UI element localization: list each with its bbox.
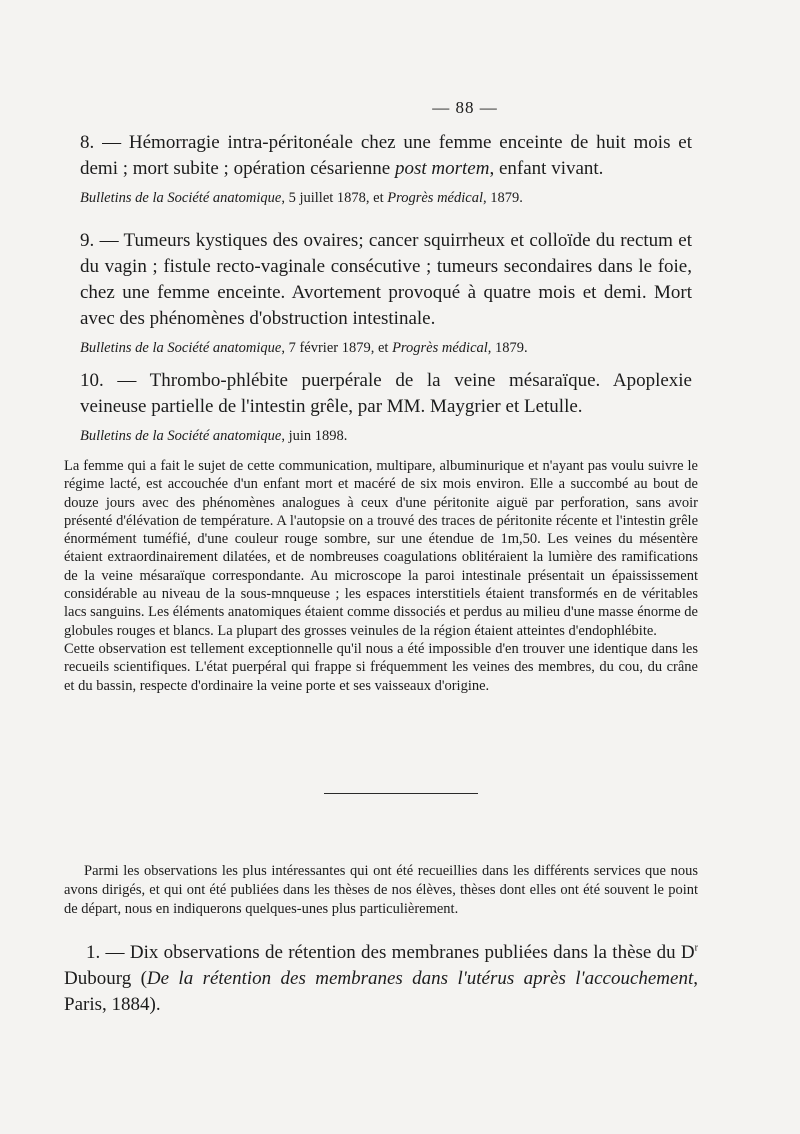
entry-title (64, 940, 698, 1018)
entry-1 (64, 940, 698, 1018)
section-divider (324, 793, 478, 794)
ref-year: , 1879. (487, 340, 528, 356)
entry-title-end: , Paris, 1884). (64, 968, 698, 1015)
superscript: r (694, 942, 698, 954)
entry-10 (80, 368, 692, 446)
observation-paragraph: Cette observation est tellement exceptionnelle qu'il nous a été impossible d'en trouver une identique dans les recueils scientifiques. L'état puerpéral qui frappe si fréquemment les veines des membres, du cou, du crâne et du bassin, respecte d'ordinaire la veine porte et ses vaisseaux d'origine. (64, 640, 698, 694)
entry-title-text: 8. — Hémorragie intra-péritonéale chez une femme enceinte de huit mois et demi ; mort subite ; opération césarienne (80, 132, 692, 179)
observation-text (64, 457, 698, 695)
ref-journal-2: Progrès médical (392, 340, 488, 356)
entry-8 (80, 130, 692, 208)
entry-reference (80, 188, 692, 208)
ref-journal-2: Progrès médical (387, 190, 483, 206)
entry-reference (80, 338, 692, 358)
ref-journal: Bulletins de la Société anatomique (80, 428, 282, 444)
entry-title-author: Dubourg ( (64, 968, 147, 989)
entry-title: 10. — Thrombo-phlébite puerpérale de la veine mésaraïque. Apoplexie veineuse partielle de l'intestin grêle, par MM. Maygrier et Letulle. (80, 370, 692, 417)
page-number: — 88 — (432, 98, 498, 117)
entry-title (80, 130, 692, 182)
observation-paragraph: La femme qui a fait le sujet de cette communication, multipare, albuminurique et n'ayant pas voulu suivre le régime lacté, est accouchée d'un enfant mort et macéré de six mois environ. Elle a succombé au bout de douze jours avec des phénomènes analogues à ceux d'une péritonite aiguë par perforation, sans avoir présenté d'élévation de température. A l'autopsie on a trouvé des traces de péritonite récente et l'intestin grêle énormément tuméfié, d'une couleur rouge sombre, sur une étendue de 1m,50. Les veines du mésentère étaient extraordinairement dilatées, et de nombreuses coagulations oblitéraient la lumière des ramifications de la veine mésaraïque correspondante. Au microscope la paroi intestinale présentait un épaississement considérable au niveau de la sous-mnqueuse ; les espaces interstitiels étaient transformés en de véritables lacs sanguins. Les éléments anatomiques étaient comme dissociés et perdus au milieu d'une masse énorme de globules rouges et blancs. La plupart des grosses veinules de la région étaient atteintes d'endophlébite. (64, 458, 698, 639)
intro-text (64, 862, 698, 919)
ref-journal: Bulletins de la Société anatomique (80, 340, 282, 356)
ref-date: , juin 1898. (281, 428, 348, 444)
ref-date: , 7 février 1879, et (281, 340, 393, 356)
ref-year: , 1879. (482, 190, 523, 206)
entry-title: 9. — Tumeurs kystiques des ovaires; cancer squirrheux et colloïde du rectum et du vagin ; fistule recto-vaginale consécutive ; tumeurs secondaires dans le foie, chez une femme enceinte. Avortement provoqué à quatre mois et demi. Mort avec des phénomènes d'obstruction intestinale. (80, 230, 692, 329)
entry-reference (80, 426, 692, 446)
entry-title-text: 1. — Dix observations de rétention des membranes publiées dans la thèse du D (86, 942, 695, 963)
ref-date: , 5 juillet 1878, et (281, 190, 388, 206)
ref-journal: Bulletins de la Société anatomique (80, 190, 282, 206)
entry-title-italic: De la rétention des membranes dans l'utérus après l'accouchement (146, 968, 694, 989)
entry-title-italic: post mortem (394, 158, 490, 179)
entry-9 (80, 228, 692, 358)
intro-paragraph: Parmi les observations les plus intéressantes qui ont été recueillies dans les différents services que nous avons dirigés, et qui ont été publiées dans les thèses de nos élèves, thèses dont elles ont été souvent le point de départ, nous en indiquerons quelques-unes plus particulièrement. (64, 863, 698, 917)
entry-title-end: , enfant vivant. (489, 158, 604, 179)
